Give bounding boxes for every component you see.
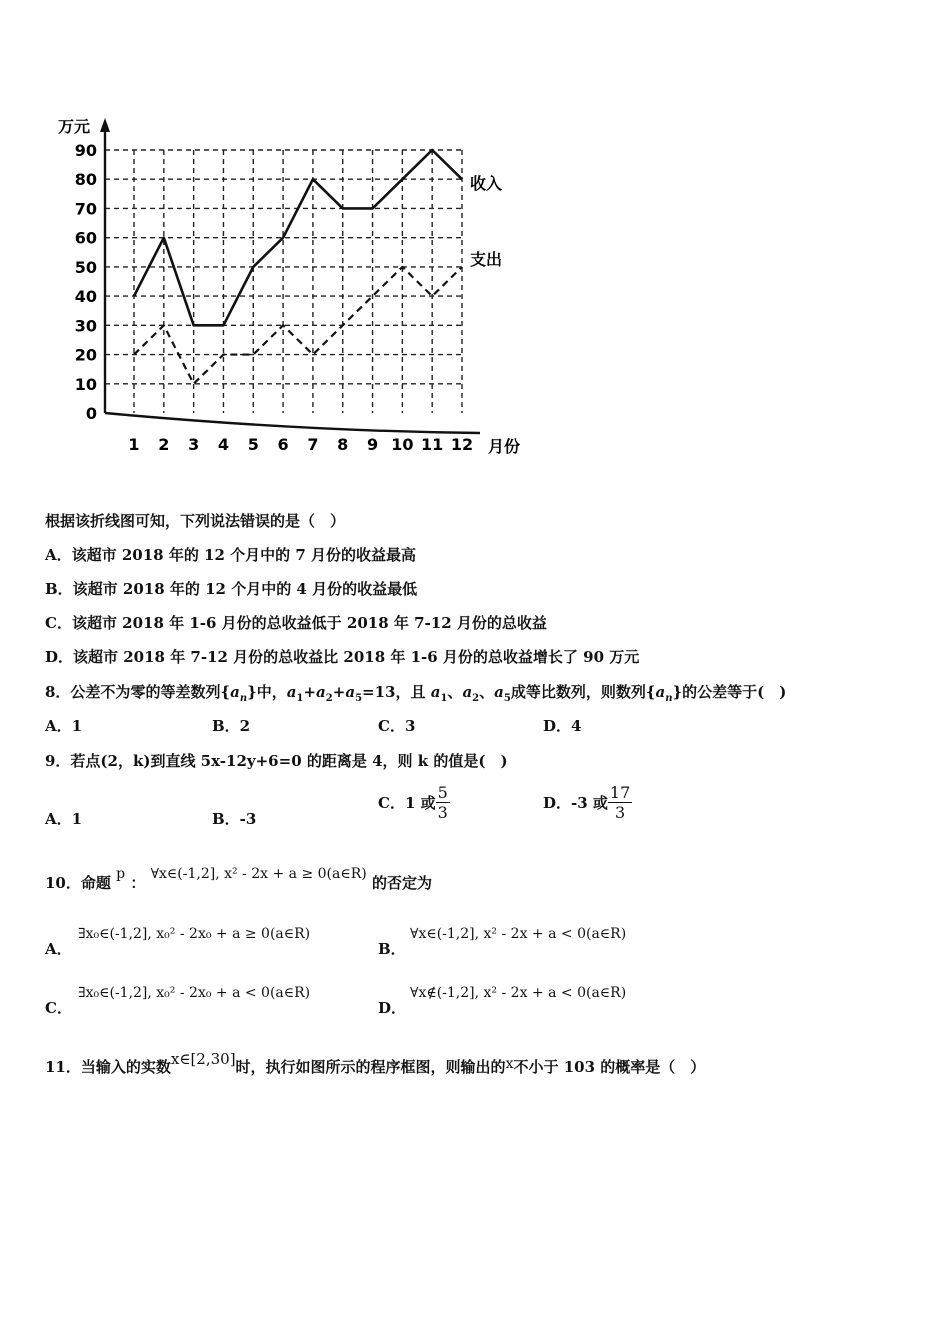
- q9-option-d-fraction: [608, 783, 632, 822]
- q11-text-3: 不小于 103 的概率是（ ）: [513, 1058, 706, 1076]
- q9-option-a: A．1: [45, 810, 83, 828]
- x-tick-label: 6: [277, 435, 289, 454]
- q9-option-b: B．-3: [212, 810, 257, 828]
- x-tick-label: 7: [307, 435, 319, 454]
- q9-option-d: [543, 783, 632, 822]
- q10-option-a-label: A．: [45, 940, 72, 958]
- x-tick-label: 10: [391, 435, 414, 454]
- q9-option-c-fraction: [436, 783, 450, 822]
- q10-option-d: ∀x∉(-1,2], x² - 2x + a < 0(a∈R): [410, 985, 627, 1001]
- y-tick-label: 70: [74, 199, 97, 219]
- q9-option-d-text: D．-3 或: [543, 794, 608, 812]
- proposition-symbol: p: [116, 866, 126, 882]
- chart-grid: [105, 150, 462, 413]
- x-tick-label: 1: [128, 435, 140, 454]
- y-axis-arrow: [100, 118, 110, 132]
- q10-option-b-label: B．: [378, 940, 406, 958]
- q10-proposition: ∀x∈(-1,2], x² - 2x + a ≥ 0(a∈R): [150, 866, 367, 882]
- q8-option-c: C．3: [378, 717, 416, 735]
- q8-text-3: =13，且: [362, 683, 426, 701]
- series-label-income: 收入: [470, 174, 503, 194]
- q8-text-5: }的公差等于( ): [672, 683, 787, 701]
- q10-colon: ：: [130, 874, 146, 892]
- q11-range: x∈[2,30]: [170, 1050, 236, 1068]
- q11-stem: [45, 1050, 706, 1077]
- fraction-denominator: 3: [614, 803, 626, 822]
- x-tick-label: 11: [421, 435, 444, 454]
- series-label-expense: 支出: [470, 249, 503, 269]
- q8-text-1: 8．公差不为零的等差数列{: [45, 683, 231, 701]
- x-tick-label: 8: [337, 435, 349, 454]
- q9-option-c-text: C．1 或: [378, 794, 436, 812]
- x-tick-label: 3: [188, 435, 200, 454]
- q8-option-d: D．4: [543, 717, 582, 735]
- q10-option-c: ∃x₀∈(-1,2], x₀² - 2x₀ + a < 0(a∈R): [78, 985, 311, 1001]
- x-tick-label: 2: [158, 435, 170, 454]
- x-tick-label: 4: [217, 435, 230, 454]
- x-tick-label: 5: [247, 435, 259, 454]
- chart-axes: [100, 118, 480, 433]
- y-tick-label: 80: [74, 170, 97, 190]
- y-tick-label: 10: [74, 374, 97, 394]
- y-tick-label: 20: [74, 345, 97, 365]
- fraction-numerator: 5: [437, 783, 448, 802]
- y-tick-label: 90: [74, 141, 97, 160]
- q10-option-a: ∃x₀∈(-1,2], x₀² - 2x₀ + a ≥ 0(a∈R): [78, 926, 311, 942]
- q9-stem: 9．若点(2，k)到直线 5x-12y+6=0 的距离是 4，则 k 的值是( ): [45, 752, 508, 770]
- q8-stem: 8．公差不为零的等差数列$\{a_n\}$中，$a_1+a_2+a_5=13$，且 $a_1$、$a_2$、$a_5$成等比数列，则数列$\{a_n\}$的公差等于( ): [45, 683, 787, 704]
- y-tick-label: 0: [85, 404, 97, 423]
- fraction-denominator: 3: [437, 803, 448, 822]
- q10-option-b: ∀x∈(-1,2], x² - 2x + a < 0(a∈R): [410, 926, 627, 942]
- q10-option-d-label: D．: [378, 999, 407, 1017]
- line-chart: [50, 108, 540, 468]
- x-axis: [105, 413, 480, 433]
- q7-option-b: B．该超市 2018 年的 12 个月中的 4 月份的收益最低: [45, 580, 418, 598]
- q8-option-b: B．2: [212, 717, 251, 735]
- x-tick-label: 12: [450, 435, 474, 454]
- y-tick-label: 40: [74, 287, 97, 307]
- q8-option-a: A．1: [45, 717, 83, 735]
- q10-option-c-label: C．: [45, 999, 72, 1017]
- q8-text-4: 成等比数列，则数列{: [510, 683, 656, 701]
- q10-text-1: 10．命题: [45, 874, 111, 892]
- y-tick-label: 30: [74, 316, 97, 336]
- q10-stem: [45, 866, 432, 893]
- y-tick-label: 60: [74, 228, 97, 248]
- x-axis-label: 月份: [488, 437, 521, 456]
- y-tick-label: 50: [74, 257, 97, 277]
- fraction-numerator: 17: [609, 783, 631, 802]
- q8-text-2: }中，: [247, 683, 287, 701]
- q7-option-d: D．该超市 2018 年 7-12 月份的总收益比 2018 年 1-6 月份的总收益增长了 90 万元: [45, 648, 640, 666]
- q7-option-c: C．该超市 2018 年 1-6 月份的总收益低于 2018 年 7-12 月份的总收益: [45, 614, 547, 632]
- q10-text-2: 的否定为: [371, 874, 432, 892]
- q7-stem: 根据该折线图可知，下列说法错误的是（ ）: [45, 512, 346, 530]
- x-tick-label: 9: [366, 435, 379, 454]
- q11-text-1: 11．当输入的实数: [45, 1058, 171, 1076]
- q11-variable: x: [505, 1056, 514, 1072]
- q9-option-c: [378, 783, 450, 822]
- q7-option-a: A．该超市 2018 年的 12 个月中的 7 月份的收益最高: [45, 546, 417, 564]
- q11-text-2: 时，执行如图所示的程序框图，则输出的: [235, 1058, 506, 1076]
- y-axis-label: 万元: [58, 117, 91, 136]
